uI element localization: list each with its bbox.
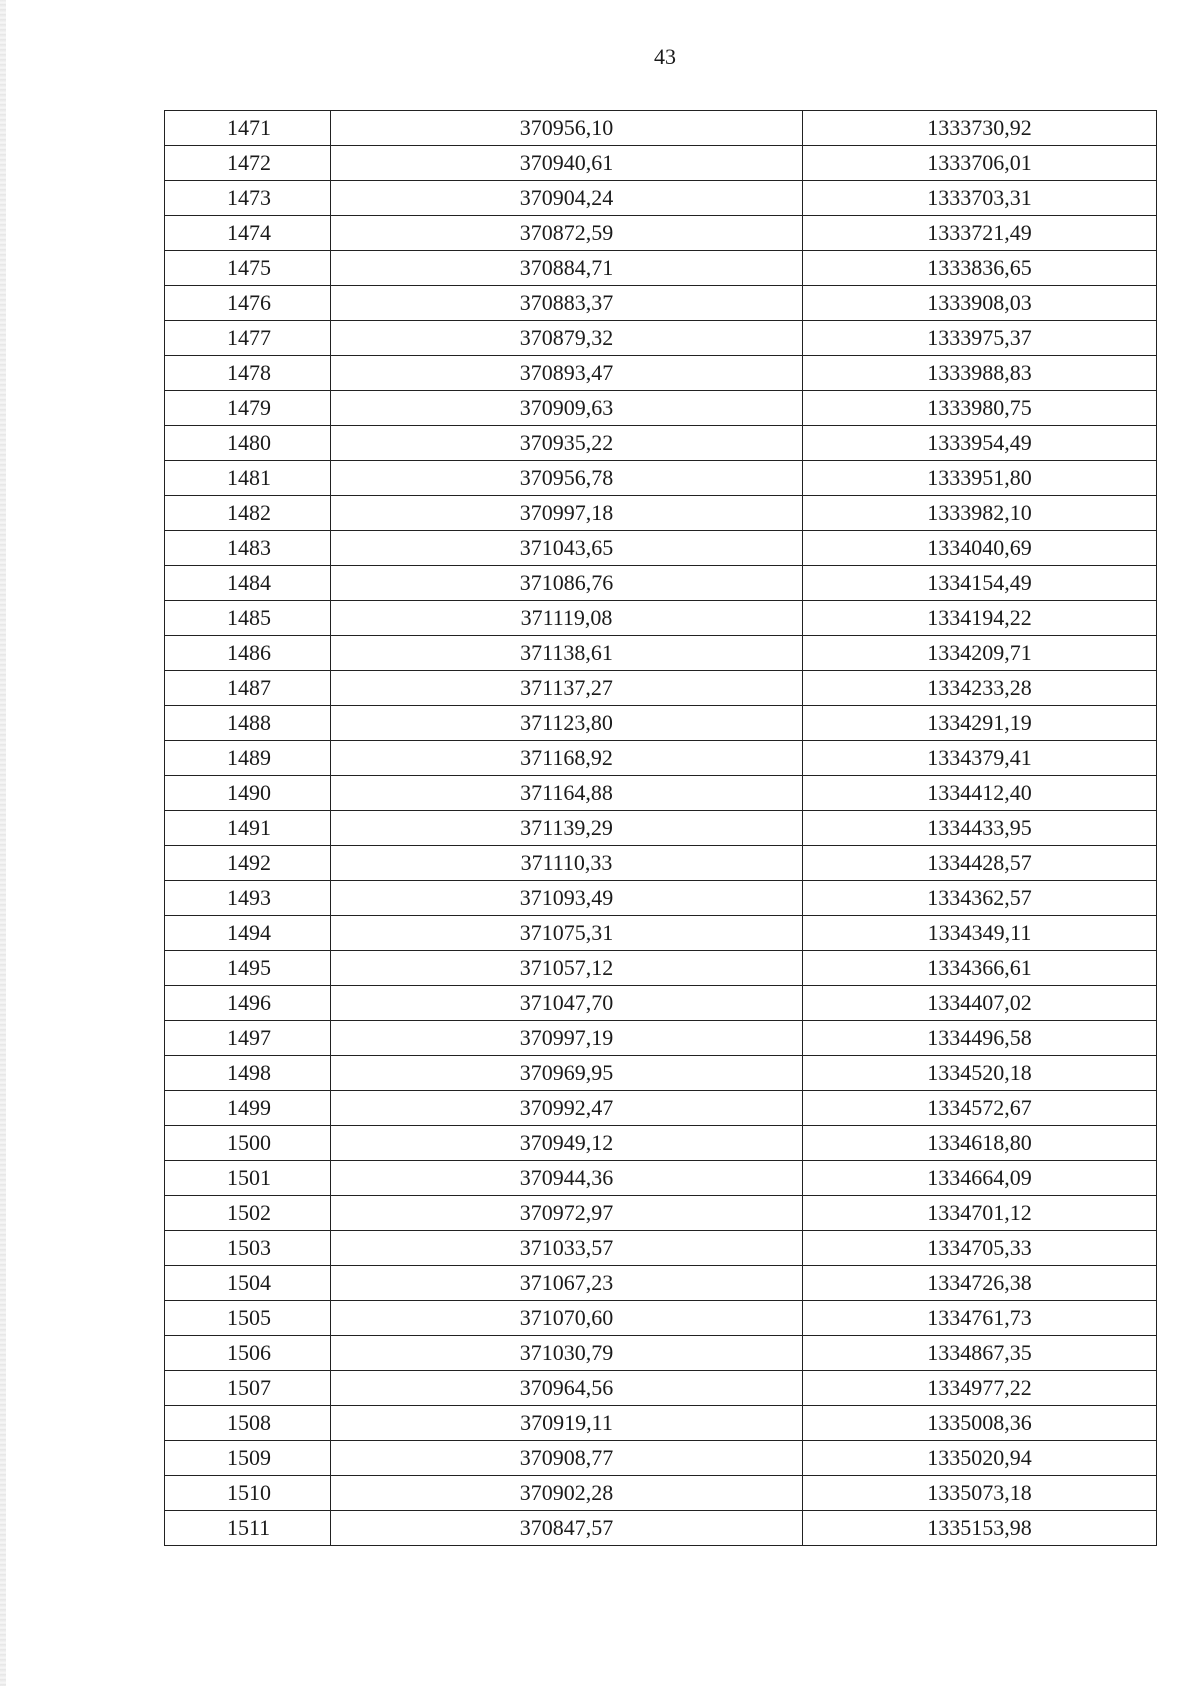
point-number-cell: 1478 bbox=[165, 356, 331, 391]
x-coordinate-cell: 371123,80 bbox=[331, 706, 803, 741]
point-number-cell: 1483 bbox=[165, 531, 331, 566]
table-row bbox=[165, 1161, 1157, 1196]
x-coordinate-cell: 370940,61 bbox=[331, 146, 803, 181]
table-row bbox=[165, 1511, 1157, 1546]
y-coordinate-cell: 1334664,09 bbox=[803, 1161, 1157, 1196]
point-number-cell: 1487 bbox=[165, 671, 331, 706]
table-row bbox=[165, 1091, 1157, 1126]
y-coordinate-cell: 1334572,67 bbox=[803, 1091, 1157, 1126]
point-number-cell: 1499 bbox=[165, 1091, 331, 1126]
table-row bbox=[165, 286, 1157, 321]
y-coordinate-cell: 1335020,94 bbox=[803, 1441, 1157, 1476]
x-coordinate-cell: 370919,11 bbox=[331, 1406, 803, 1441]
point-number-cell: 1491 bbox=[165, 811, 331, 846]
point-number-cell: 1503 bbox=[165, 1231, 331, 1266]
y-coordinate-cell: 1334362,57 bbox=[803, 881, 1157, 916]
y-coordinate-cell: 1333706,01 bbox=[803, 146, 1157, 181]
table-row bbox=[165, 1371, 1157, 1406]
y-coordinate-cell: 1333980,75 bbox=[803, 391, 1157, 426]
point-number-cell: 1479 bbox=[165, 391, 331, 426]
x-coordinate-cell: 370956,10 bbox=[331, 111, 803, 146]
table-row bbox=[165, 111, 1157, 146]
point-number-cell: 1485 bbox=[165, 601, 331, 636]
table-row bbox=[165, 1441, 1157, 1476]
x-coordinate-cell: 370944,36 bbox=[331, 1161, 803, 1196]
point-number-cell: 1490 bbox=[165, 776, 331, 811]
y-coordinate-cell: 1334701,12 bbox=[803, 1196, 1157, 1231]
y-coordinate-cell: 1334233,28 bbox=[803, 671, 1157, 706]
table-row bbox=[165, 846, 1157, 881]
table-row bbox=[165, 496, 1157, 531]
y-coordinate-cell: 1333721,49 bbox=[803, 216, 1157, 251]
point-number-cell: 1510 bbox=[165, 1476, 331, 1511]
y-coordinate-cell: 1334520,18 bbox=[803, 1056, 1157, 1091]
y-coordinate-cell: 1335073,18 bbox=[803, 1476, 1157, 1511]
table-row bbox=[165, 391, 1157, 426]
point-number-cell: 1501 bbox=[165, 1161, 331, 1196]
x-coordinate-cell: 370997,18 bbox=[331, 496, 803, 531]
table-row bbox=[165, 986, 1157, 1021]
page-number: 43 bbox=[654, 44, 676, 69]
table-row bbox=[165, 1196, 1157, 1231]
point-number-cell: 1504 bbox=[165, 1266, 331, 1301]
x-coordinate-cell: 371047,70 bbox=[331, 986, 803, 1021]
point-number-cell: 1511 bbox=[165, 1511, 331, 1546]
point-number-cell: 1480 bbox=[165, 426, 331, 461]
y-coordinate-cell: 1334705,33 bbox=[803, 1231, 1157, 1266]
x-coordinate-cell: 371086,76 bbox=[331, 566, 803, 601]
point-number-cell: 1495 bbox=[165, 951, 331, 986]
x-coordinate-cell: 371119,08 bbox=[331, 601, 803, 636]
table-row bbox=[165, 741, 1157, 776]
x-coordinate-cell: 370872,59 bbox=[331, 216, 803, 251]
x-coordinate-cell: 371070,60 bbox=[331, 1301, 803, 1336]
point-number-cell: 1477 bbox=[165, 321, 331, 356]
point-number-cell: 1474 bbox=[165, 216, 331, 251]
y-coordinate-cell: 1334496,58 bbox=[803, 1021, 1157, 1056]
y-coordinate-cell: 1334433,95 bbox=[803, 811, 1157, 846]
x-coordinate-cell: 370893,47 bbox=[331, 356, 803, 391]
y-coordinate-cell: 1333730,92 bbox=[803, 111, 1157, 146]
y-coordinate-cell: 1334209,71 bbox=[803, 636, 1157, 671]
point-number-cell: 1506 bbox=[165, 1336, 331, 1371]
point-number-cell: 1471 bbox=[165, 111, 331, 146]
point-number-cell: 1496 bbox=[165, 986, 331, 1021]
table-row bbox=[165, 1476, 1157, 1511]
y-coordinate-cell: 1334291,19 bbox=[803, 706, 1157, 741]
y-coordinate-cell: 1333982,10 bbox=[803, 496, 1157, 531]
y-coordinate-cell: 1334761,73 bbox=[803, 1301, 1157, 1336]
point-number-cell: 1508 bbox=[165, 1406, 331, 1441]
table-row bbox=[165, 636, 1157, 671]
y-coordinate-cell: 1333836,65 bbox=[803, 251, 1157, 286]
point-number-cell: 1502 bbox=[165, 1196, 331, 1231]
x-coordinate-cell: 370997,19 bbox=[331, 1021, 803, 1056]
table-row bbox=[165, 916, 1157, 951]
y-coordinate-cell: 1334154,49 bbox=[803, 566, 1157, 601]
y-coordinate-cell: 1333951,80 bbox=[803, 461, 1157, 496]
point-number-cell: 1500 bbox=[165, 1126, 331, 1161]
point-number-cell: 1475 bbox=[165, 251, 331, 286]
y-coordinate-cell: 1333908,03 bbox=[803, 286, 1157, 321]
point-number-cell: 1476 bbox=[165, 286, 331, 321]
table-row bbox=[165, 1021, 1157, 1056]
coordinates-table-body bbox=[165, 111, 1157, 1546]
table-row bbox=[165, 1336, 1157, 1371]
point-number-cell: 1481 bbox=[165, 461, 331, 496]
x-coordinate-cell: 370972,97 bbox=[331, 1196, 803, 1231]
x-coordinate-cell: 370935,22 bbox=[331, 426, 803, 461]
x-coordinate-cell: 371067,23 bbox=[331, 1266, 803, 1301]
x-coordinate-cell: 371168,92 bbox=[331, 741, 803, 776]
scan-edge bbox=[0, 0, 6, 1686]
table-row bbox=[165, 181, 1157, 216]
point-number-cell: 1473 bbox=[165, 181, 331, 216]
x-coordinate-cell: 370908,77 bbox=[331, 1441, 803, 1476]
x-coordinate-cell: 370847,57 bbox=[331, 1511, 803, 1546]
table-row bbox=[165, 776, 1157, 811]
x-coordinate-cell: 371030,79 bbox=[331, 1336, 803, 1371]
table-row bbox=[165, 1301, 1157, 1336]
y-coordinate-cell: 1334407,02 bbox=[803, 986, 1157, 1021]
table-row bbox=[165, 1406, 1157, 1441]
table-row bbox=[165, 216, 1157, 251]
point-number-cell: 1507 bbox=[165, 1371, 331, 1406]
x-coordinate-cell: 370884,71 bbox=[331, 251, 803, 286]
table-row bbox=[165, 321, 1157, 356]
point-number-cell: 1493 bbox=[165, 881, 331, 916]
table-row bbox=[165, 461, 1157, 496]
table-row bbox=[165, 531, 1157, 566]
x-coordinate-cell: 370902,28 bbox=[331, 1476, 803, 1511]
point-number-cell: 1484 bbox=[165, 566, 331, 601]
x-coordinate-cell: 371093,49 bbox=[331, 881, 803, 916]
table-row bbox=[165, 356, 1157, 391]
x-coordinate-cell: 370949,12 bbox=[331, 1126, 803, 1161]
point-number-cell: 1482 bbox=[165, 496, 331, 531]
table-row bbox=[165, 706, 1157, 741]
table-row bbox=[165, 951, 1157, 986]
x-coordinate-cell: 371057,12 bbox=[331, 951, 803, 986]
x-coordinate-cell: 371043,65 bbox=[331, 531, 803, 566]
point-number-cell: 1472 bbox=[165, 146, 331, 181]
x-coordinate-cell: 370956,78 bbox=[331, 461, 803, 496]
y-coordinate-cell: 1333703,31 bbox=[803, 181, 1157, 216]
y-coordinate-cell: 1334194,22 bbox=[803, 601, 1157, 636]
y-coordinate-cell: 1335153,98 bbox=[803, 1511, 1157, 1546]
y-coordinate-cell: 1334412,40 bbox=[803, 776, 1157, 811]
x-coordinate-cell: 370992,47 bbox=[331, 1091, 803, 1126]
y-coordinate-cell: 1334379,41 bbox=[803, 741, 1157, 776]
y-coordinate-cell: 1334726,38 bbox=[803, 1266, 1157, 1301]
table-row bbox=[165, 1056, 1157, 1091]
point-number-cell: 1509 bbox=[165, 1441, 331, 1476]
table-row bbox=[165, 881, 1157, 916]
table-row bbox=[165, 1266, 1157, 1301]
point-number-cell: 1492 bbox=[165, 846, 331, 881]
y-coordinate-cell: 1334867,35 bbox=[803, 1336, 1157, 1371]
x-coordinate-cell: 371139,29 bbox=[331, 811, 803, 846]
point-number-cell: 1489 bbox=[165, 741, 331, 776]
table-row bbox=[165, 601, 1157, 636]
x-coordinate-cell: 370964,56 bbox=[331, 1371, 803, 1406]
table-row bbox=[165, 811, 1157, 846]
point-number-cell: 1486 bbox=[165, 636, 331, 671]
x-coordinate-cell: 371075,31 bbox=[331, 916, 803, 951]
x-coordinate-cell: 370969,95 bbox=[331, 1056, 803, 1091]
y-coordinate-cell: 1334040,69 bbox=[803, 531, 1157, 566]
y-coordinate-cell: 1334366,61 bbox=[803, 951, 1157, 986]
table-row bbox=[165, 426, 1157, 461]
x-coordinate-cell: 371138,61 bbox=[331, 636, 803, 671]
table-row bbox=[165, 1231, 1157, 1266]
table-row bbox=[165, 671, 1157, 706]
point-number-cell: 1497 bbox=[165, 1021, 331, 1056]
x-coordinate-cell: 371164,88 bbox=[331, 776, 803, 811]
y-coordinate-cell: 1334618,80 bbox=[803, 1126, 1157, 1161]
y-coordinate-cell: 1334977,22 bbox=[803, 1371, 1157, 1406]
coordinates-table bbox=[164, 110, 1157, 1546]
table-row bbox=[165, 1126, 1157, 1161]
x-coordinate-cell: 371033,57 bbox=[331, 1231, 803, 1266]
table-row bbox=[165, 566, 1157, 601]
y-coordinate-cell: 1335008,36 bbox=[803, 1406, 1157, 1441]
point-number-cell: 1488 bbox=[165, 706, 331, 741]
x-coordinate-cell: 370883,37 bbox=[331, 286, 803, 321]
y-coordinate-cell: 1333988,83 bbox=[803, 356, 1157, 391]
y-coordinate-cell: 1333954,49 bbox=[803, 426, 1157, 461]
y-coordinate-cell: 1334428,57 bbox=[803, 846, 1157, 881]
table-row bbox=[165, 251, 1157, 286]
x-coordinate-cell: 370879,32 bbox=[331, 321, 803, 356]
point-number-cell: 1494 bbox=[165, 916, 331, 951]
x-coordinate-cell: 371137,27 bbox=[331, 671, 803, 706]
x-coordinate-cell: 370904,24 bbox=[331, 181, 803, 216]
table-row bbox=[165, 146, 1157, 181]
x-coordinate-cell: 371110,33 bbox=[331, 846, 803, 881]
x-coordinate-cell: 370909,63 bbox=[331, 391, 803, 426]
point-number-cell: 1505 bbox=[165, 1301, 331, 1336]
point-number-cell: 1498 bbox=[165, 1056, 331, 1091]
y-coordinate-cell: 1334349,11 bbox=[803, 916, 1157, 951]
y-coordinate-cell: 1333975,37 bbox=[803, 321, 1157, 356]
